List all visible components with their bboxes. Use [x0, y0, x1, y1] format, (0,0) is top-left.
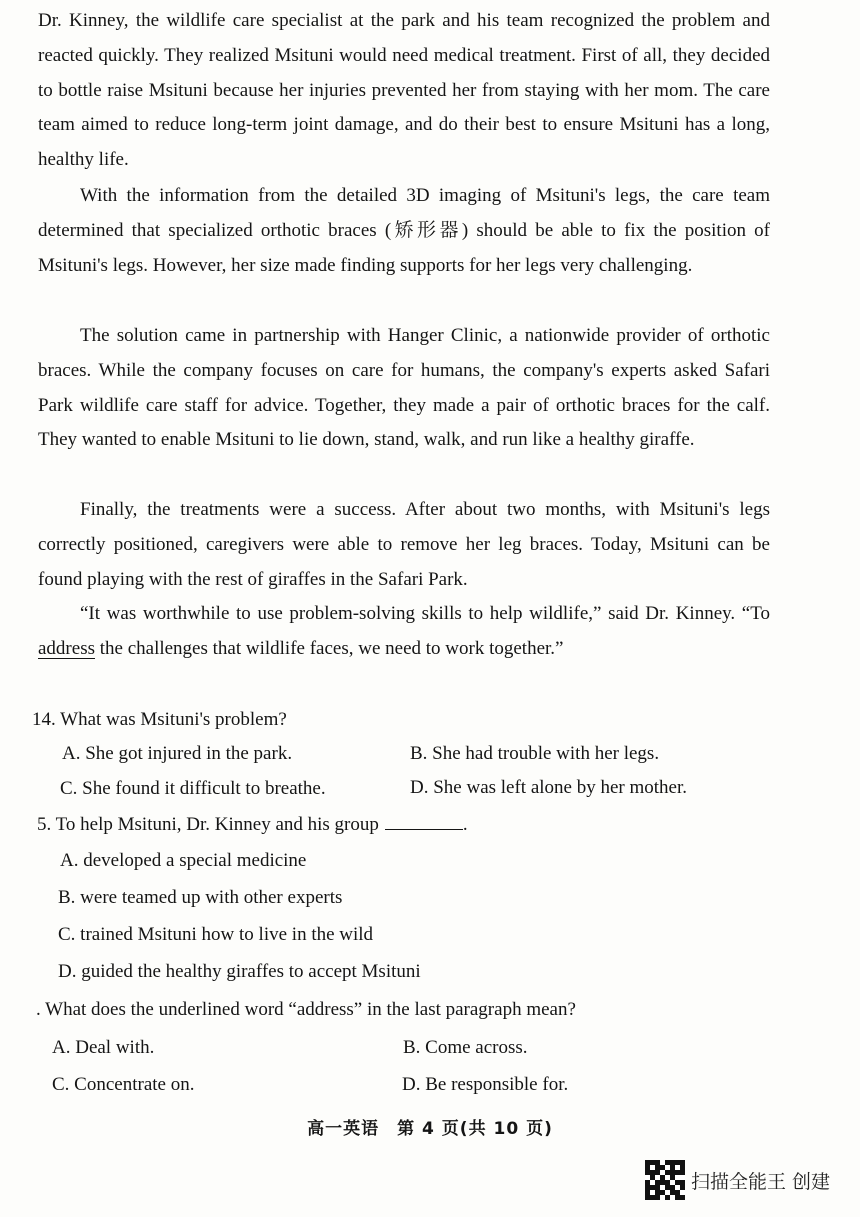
passage-paragraph-1: Dr. Kinney, the wildlife care specialist at the park and his team recognized the problem and reacted quickly. They realized Msituni would need medical treatment. First of all, they decided to bottle raise Msituni because her injuries prevented her from staying with her mom. The care team aimed to reduce long-term joint damage, and do their best to ensure Msituni has a long, healthy life.: [38, 10, 770, 171]
question-14-option-b[interactable]: B. She had trouble with her legs.: [410, 743, 660, 764]
question-14-option-a[interactable]: A. She got injured in the park.: [62, 743, 293, 764]
quote-text-start: “It was worthwhile to use problem-solving skills to help wildlife,” said Dr. Kinney. “To: [80, 603, 770, 624]
quote-text-end: the challenges that wildlife faces, we need to work together.”: [94, 637, 564, 659]
qr-code-icon: [645, 1160, 685, 1200]
question-15-option-d[interactable]: D. guided the healthy giraffes to accept Msituni: [58, 961, 421, 982]
question-16-stem: . What does the underlined word “address” in the last paragraph mean?: [36, 999, 576, 1020]
question-16-option-d[interactable]: D. Be responsible for.: [402, 1074, 569, 1095]
question-15-option-c[interactable]: C. trained Msituni how to live in the wild: [58, 924, 374, 945]
passage-paragraph-2: With the information from the detailed 3D imaging of Msituni's legs, the care team determined that specialized orthotic braces (矫形器) should be able to fix the position of Msituni's legs. However, her size made finding supports for her legs very challenging.: [38, 185, 770, 276]
scanner-watermark: [645, 1160, 830, 1200]
watermark-text: 扫描全能王 创建: [691, 1170, 831, 1193]
passage-paragraph-3: The solution came in partnership with Hanger Clinic, a nationwide provider of orthotic braces. While the company focuses on care for humans, the company's experts asked Safari Park wildlife care staff for advice. Together, they made a pair of orthotic braces for the calf. They wanted to enable Msituni to lie down, stand, walk, and run like a healthy giraffe.: [38, 325, 770, 451]
question-16-option-c[interactable]: C. Concentrate on.: [52, 1074, 195, 1095]
passage-quote-paragraph: [38, 597, 770, 667]
answer-blank: [385, 811, 463, 830]
passage-paragraph-4: Finally, the treatments were a success. After about two months, with Msituni's legs correctly positioned, caregivers were able to remove her leg braces. Today, Msituni can be found playing with the rest of giraffes in the Safari Park.: [38, 499, 770, 590]
question-16-option-b[interactable]: B. Come across.: [403, 1037, 528, 1058]
question-15-stem-text: 5. To help Msituni, Dr. Kinney and his group: [37, 814, 379, 835]
page-footer: 高一英语 第 4 页(共 10 页): [307, 1119, 553, 1139]
underlined-word: address: [38, 637, 95, 659]
question-14-option-c[interactable]: C. She found it difficult to breathe.: [60, 778, 326, 799]
question-15-option-b[interactable]: B. were teamed up with other experts: [58, 887, 343, 908]
question-15-option-a[interactable]: A. developed a special medicine: [60, 850, 307, 871]
question-16-option-a[interactable]: A. Deal with.: [52, 1037, 155, 1058]
question-15-stem: 5. To help Msituni, Dr. Kinney and his group .: [37, 811, 468, 838]
question-14-option-d[interactable]: D. She was left alone by her mother.: [410, 777, 688, 798]
question-14-stem: 14. What was Msituni's problem?: [32, 709, 287, 730]
